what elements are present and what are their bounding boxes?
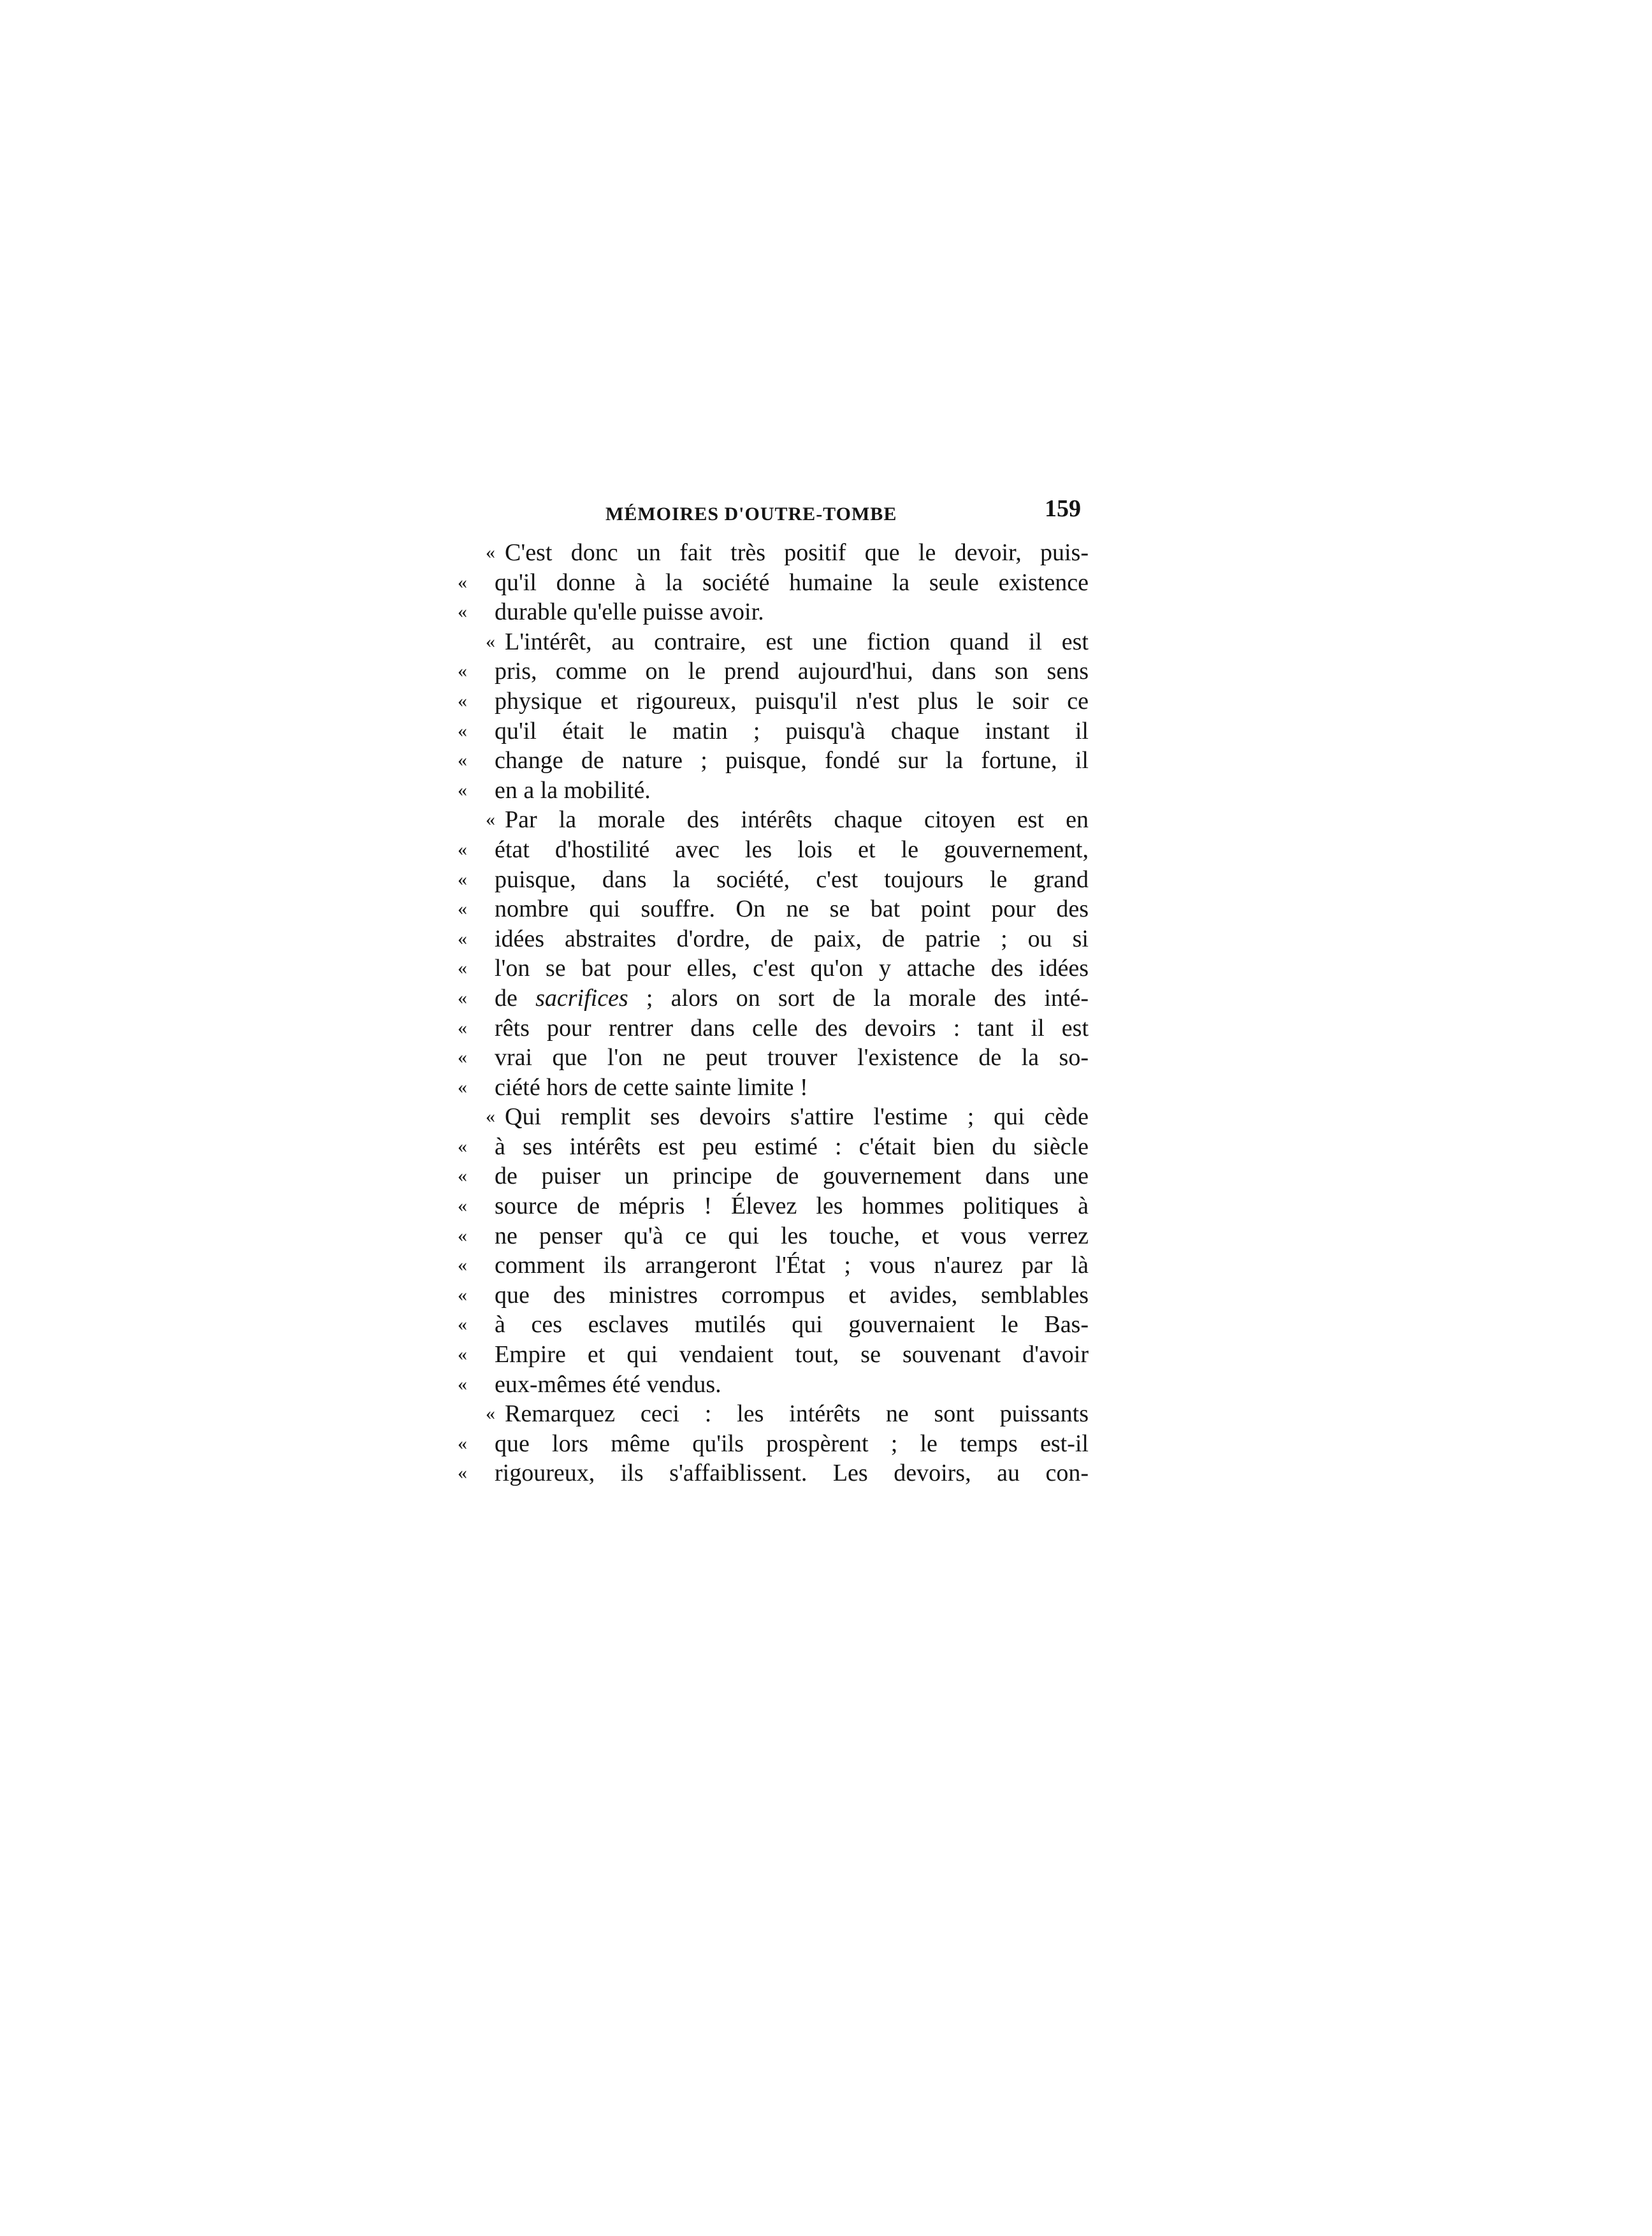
text-line bbox=[458, 1370, 1089, 1400]
line-text: C'est donc un fait très positif que le devoir, puis- bbox=[505, 539, 1089, 566]
line-text: puisque, dans la société, c'est toujours le grand bbox=[495, 866, 1089, 893]
quote-mark: « bbox=[458, 1017, 467, 1038]
quote-mark: « bbox=[458, 987, 467, 1008]
quote-mark: « bbox=[458, 1195, 467, 1217]
quote-mark: « bbox=[486, 1403, 495, 1425]
quote-mark: « bbox=[458, 957, 467, 979]
text-line bbox=[458, 568, 1089, 598]
text-line bbox=[458, 746, 1089, 776]
line-text-after: ; alors on sort de la morale des inté- bbox=[628, 984, 1089, 1012]
text-line bbox=[458, 1073, 1089, 1103]
quote-mark: « bbox=[458, 1373, 467, 1395]
quote-mark: « bbox=[458, 720, 467, 741]
quote-mark: « bbox=[458, 1047, 467, 1068]
text-line bbox=[458, 1340, 1089, 1370]
line-text: source de mépris ! Élevez les hommes politiques à bbox=[495, 1193, 1089, 1220]
text-line bbox=[458, 805, 1089, 835]
text-line bbox=[458, 1310, 1089, 1340]
line-text: idées abstraites d'ordre, de paix, de patrie ; ou si bbox=[495, 925, 1089, 952]
text-line bbox=[458, 924, 1089, 954]
text-line bbox=[458, 984, 1089, 1013]
line-text: de puiser un principe de gouvernement dans une bbox=[495, 1163, 1089, 1190]
line-text: durable qu'elle puisse avoir. bbox=[495, 599, 764, 626]
quote-mark: « bbox=[458, 1462, 467, 1484]
quote-mark: « bbox=[458, 660, 467, 682]
line-text: qu'il donne à la société humaine la seule existence bbox=[495, 569, 1089, 596]
quote-mark: « bbox=[458, 1284, 467, 1305]
text-line bbox=[458, 1102, 1089, 1132]
line-text: à ses intérêts est peu estimé : c'était bien du siècle bbox=[495, 1133, 1089, 1160]
text-line bbox=[458, 597, 1089, 627]
text-line bbox=[458, 865, 1089, 895]
book-page bbox=[458, 495, 1089, 1488]
quote-mark: « bbox=[458, 750, 467, 771]
line-text: ne penser qu'à ce qui les touche, et vous verrez bbox=[495, 1222, 1089, 1249]
quote-mark: « bbox=[458, 779, 467, 801]
line-text: Empire et qui vendaient tout, se souvenant d'avoir bbox=[495, 1341, 1089, 1368]
text-line bbox=[458, 1132, 1089, 1162]
line-text: physique et rigoureux, puisqu'il n'est plus le soir ce bbox=[495, 687, 1089, 715]
text-line bbox=[458, 954, 1089, 984]
line-text-before: de bbox=[495, 984, 536, 1012]
body-text bbox=[458, 538, 1089, 1488]
quote-mark: « bbox=[486, 630, 495, 652]
line-text: Remarquez ceci : les intérêts ne sont puissants bbox=[505, 1400, 1089, 1428]
quote-mark: « bbox=[458, 1314, 467, 1335]
line-text: Par la morale des intérêts chaque citoyen est en bbox=[505, 806, 1089, 834]
quote-mark: « bbox=[458, 927, 467, 949]
quote-mark: « bbox=[458, 868, 467, 890]
quote-mark: « bbox=[486, 1106, 495, 1128]
page-number: 159 bbox=[1045, 495, 1081, 522]
line-text bbox=[495, 984, 1089, 1013]
line-text: qu'il était le matin ; puisqu'à chaque instant il bbox=[495, 717, 1089, 744]
line-text: change de nature ; puisque, fondé sur la fortune, il bbox=[495, 747, 1089, 774]
text-line bbox=[458, 1191, 1089, 1221]
quote-mark: « bbox=[486, 542, 495, 563]
text-line bbox=[458, 1399, 1089, 1429]
quote-mark: « bbox=[486, 809, 495, 831]
quote-mark: « bbox=[458, 601, 467, 623]
quote-mark: « bbox=[458, 1135, 467, 1157]
line-text: L'intérêt, au contraire, est une fiction quand il est bbox=[505, 628, 1089, 655]
text-line bbox=[458, 1221, 1089, 1251]
text-line bbox=[458, 1043, 1089, 1073]
running-head bbox=[458, 495, 1089, 533]
quote-mark: « bbox=[458, 838, 467, 860]
text-line bbox=[458, 538, 1089, 568]
line-text: eux-mêmes été vendus. bbox=[495, 1370, 721, 1398]
line-text: nombre qui souffre. On ne se bat point pour des bbox=[495, 896, 1089, 923]
line-text: que lors même qu'ils prospèrent ; le temps est-il bbox=[495, 1430, 1089, 1457]
line-text: à ces esclaves mutilés qui gouvernaient le Bas- bbox=[495, 1311, 1089, 1339]
quote-mark: « bbox=[458, 1076, 467, 1098]
italic-word: sacrifices bbox=[535, 984, 628, 1012]
quote-mark: « bbox=[458, 898, 467, 920]
line-text: ciété hors de cette sainte limite ! bbox=[495, 1073, 808, 1101]
quote-mark: « bbox=[458, 1224, 467, 1246]
quote-mark: « bbox=[458, 1344, 467, 1365]
text-line bbox=[458, 894, 1089, 924]
quote-mark: « bbox=[458, 1254, 467, 1276]
line-text: que des ministres corrompus et avides, semblables bbox=[495, 1281, 1089, 1309]
line-text: Qui remplit ses devoirs s'attire l'estime ; qui cède bbox=[505, 1103, 1089, 1131]
line-text: pris, comme on le prend aujourd'hui, dans son sens bbox=[495, 658, 1089, 685]
line-text: vrai que l'on ne peut trouver l'existence de la so- bbox=[495, 1044, 1089, 1071]
running-title: MÉMOIRES D'OUTRE-TOMBE bbox=[605, 504, 897, 525]
line-text: état d'hostilité avec les lois et le gouvernement, bbox=[495, 836, 1089, 863]
quote-mark: « bbox=[458, 571, 467, 593]
text-line bbox=[458, 627, 1089, 657]
line-text: en a la mobilité. bbox=[495, 776, 651, 804]
text-line bbox=[458, 776, 1089, 806]
line-text: rigoureux, ils s'affaiblissent. Les devoirs, au con- bbox=[495, 1460, 1089, 1487]
line-text: comment ils arrangeront l'État ; vous n'aurez par là bbox=[495, 1252, 1089, 1279]
quote-mark: « bbox=[458, 690, 467, 711]
text-line bbox=[458, 1013, 1089, 1043]
text-line bbox=[458, 835, 1089, 865]
text-line bbox=[458, 1458, 1089, 1488]
line-text: rêts pour rentrer dans celle des devoirs : tant il est bbox=[495, 1014, 1089, 1042]
quote-mark: « bbox=[458, 1165, 467, 1187]
text-line bbox=[458, 1281, 1089, 1310]
text-line bbox=[458, 716, 1089, 746]
line-text: l'on se bat pour elles, c'est qu'on y attache des idées bbox=[495, 955, 1089, 982]
text-line bbox=[458, 1251, 1089, 1281]
text-line bbox=[458, 657, 1089, 686]
quote-mark: « bbox=[458, 1432, 467, 1454]
text-line bbox=[458, 686, 1089, 716]
text-line bbox=[458, 1161, 1089, 1191]
text-line bbox=[458, 1429, 1089, 1459]
